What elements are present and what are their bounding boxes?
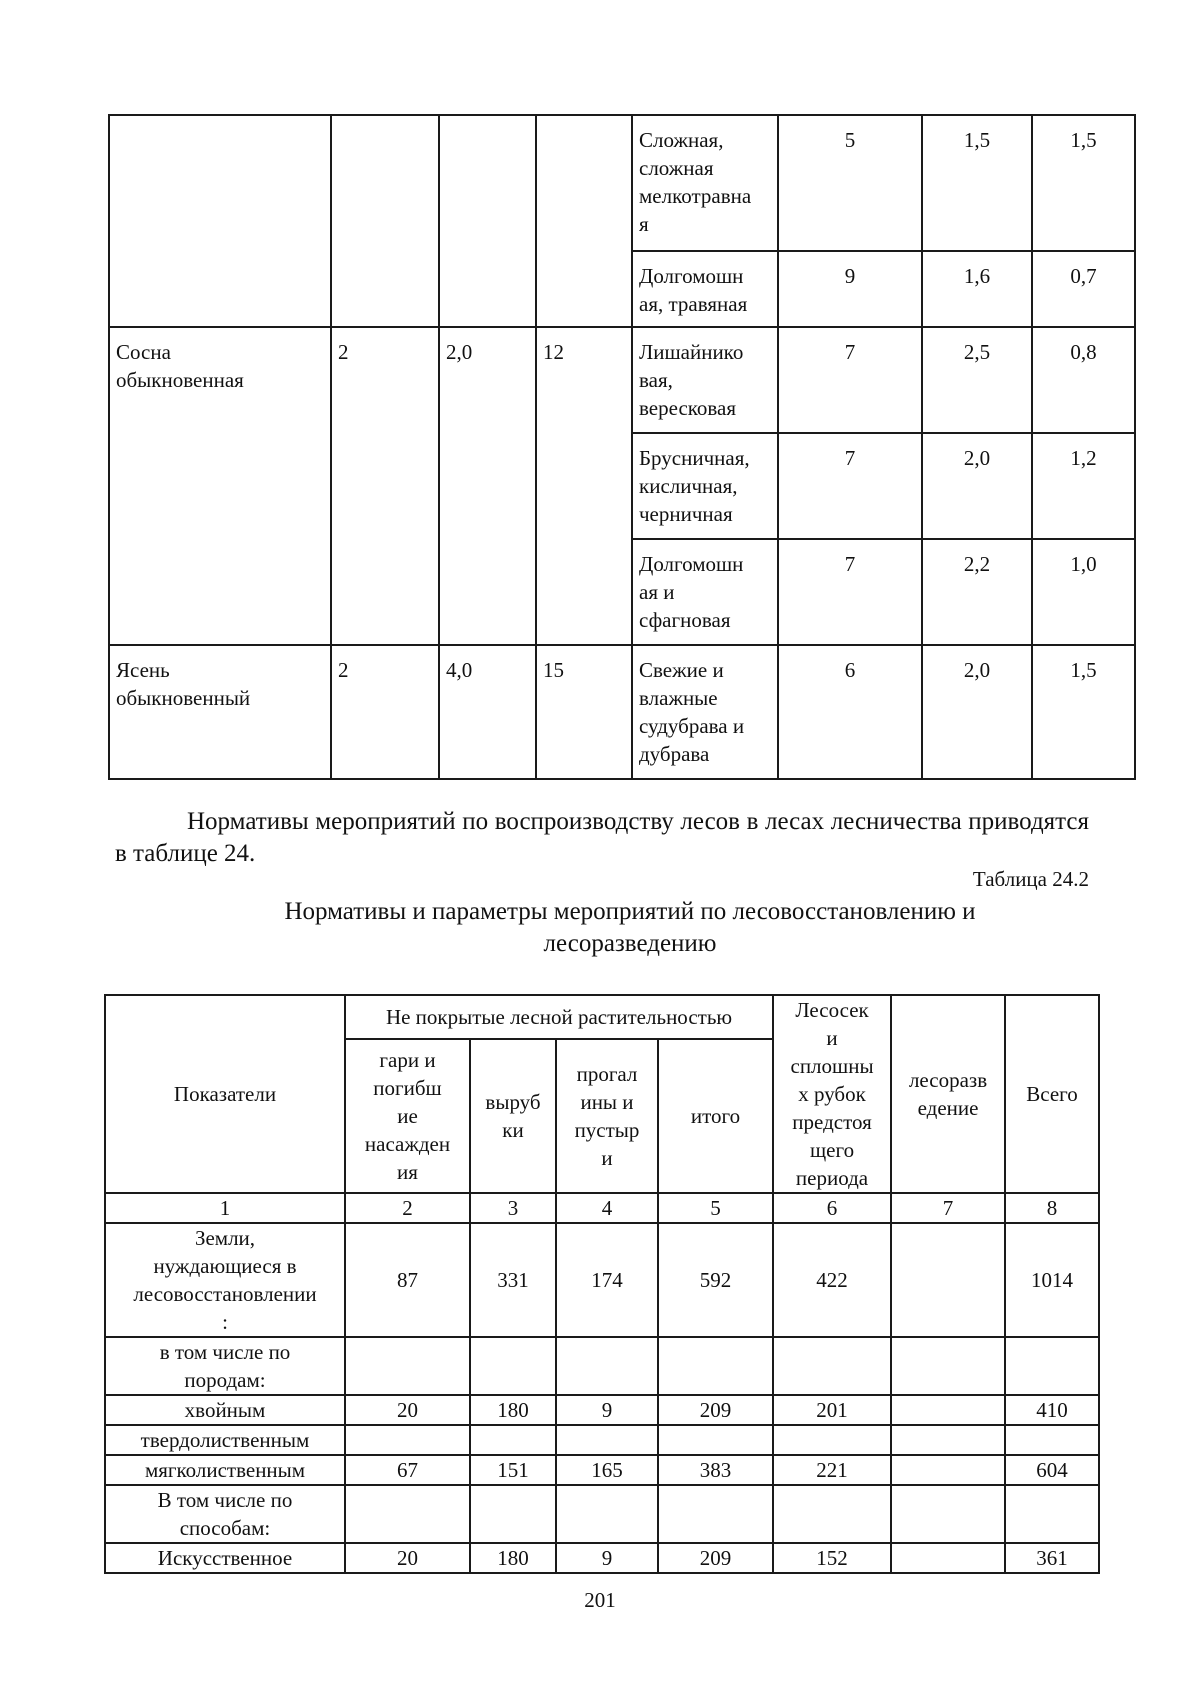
table-row: [109, 645, 1135, 779]
row-label: в том числе по породам:: [105, 1337, 345, 1395]
table-cell: [470, 1337, 556, 1395]
table-cell: 9: [778, 251, 922, 327]
table-row: [105, 1395, 1099, 1425]
header-afforestation: лесоразв едение: [891, 995, 1005, 1193]
table-cell: 6: [778, 645, 922, 779]
table-row: [105, 1455, 1099, 1485]
forest-type-cell: Брусничная, кисличная, черничная: [632, 433, 778, 539]
forest-type-cell: Сложная, сложная мелкотравна я: [632, 115, 778, 251]
header-indicators: Показатели: [105, 995, 345, 1193]
table-cell: [773, 1425, 891, 1455]
table-header-row: [105, 995, 1099, 1039]
column-number: 2: [345, 1193, 470, 1223]
table-cell: 2: [331, 645, 439, 779]
column-number: 1: [105, 1193, 345, 1223]
species-cell: Сосна обыкновенная: [109, 327, 331, 645]
table-cell: 15: [536, 645, 632, 779]
table-cell: 180: [470, 1543, 556, 1573]
forest-type-cell: Долгомошн ая, травяная: [632, 251, 778, 327]
header-total-sub: итого: [658, 1039, 773, 1193]
table-cell: [345, 1425, 470, 1455]
table-cell: [470, 1485, 556, 1543]
table-cell: 592: [658, 1223, 773, 1337]
header-burns: гари и погибш ие насажден ия: [345, 1039, 470, 1193]
table-cell: 180: [470, 1395, 556, 1425]
table-cell: [331, 115, 439, 327]
table-row: [105, 1485, 1099, 1543]
table-cell: 0,8: [1032, 327, 1135, 433]
column-number-row: [105, 1193, 1099, 1223]
table-cell: [891, 1425, 1005, 1455]
table-cell: 604: [1005, 1455, 1099, 1485]
column-number: 4: [556, 1193, 658, 1223]
table-cell: [556, 1337, 658, 1395]
column-number: 7: [891, 1193, 1005, 1223]
column-number: 6: [773, 1193, 891, 1223]
table-cell: 1014: [1005, 1223, 1099, 1337]
forest-type-cell: Лишайнико вая, вересковая: [632, 327, 778, 433]
table-cell: 0,7: [1032, 251, 1135, 327]
table-cell: 383: [658, 1455, 773, 1485]
body-paragraph: [115, 806, 1089, 870]
table-cell: 209: [658, 1543, 773, 1573]
table-cell: 201: [773, 1395, 891, 1425]
table-cell: 361: [1005, 1543, 1099, 1573]
table-cell: 2: [331, 327, 439, 645]
header-clearcuts: Лесосек и сплошны х рубок предстоя щего периода: [773, 995, 891, 1193]
table-cell: [773, 1485, 891, 1543]
table-cell: 331: [470, 1223, 556, 1337]
table-cell: 12: [536, 327, 632, 645]
row-label: В том числе по способам:: [105, 1485, 345, 1543]
table-cell: 2,0: [922, 433, 1032, 539]
table-row: [105, 1543, 1099, 1573]
table-cell: [891, 1395, 1005, 1425]
table-caption: Таблица 24.2: [972, 867, 1089, 891]
table-cell: [658, 1425, 773, 1455]
table-cell: [891, 1337, 1005, 1395]
species-norms-table: [108, 114, 1136, 780]
row-label: хвойным: [105, 1395, 345, 1425]
table-cell: 2,5: [922, 327, 1032, 433]
table-cell: 221: [773, 1455, 891, 1485]
table-cell: 9: [556, 1543, 658, 1573]
table-cell: 67: [345, 1455, 470, 1485]
table-cell: 5: [778, 115, 922, 251]
table-cell: 7: [778, 433, 922, 539]
table-cell: [891, 1455, 1005, 1485]
table-cell: [470, 1425, 556, 1455]
column-number: 5: [658, 1193, 773, 1223]
table-cell: 1,6: [922, 251, 1032, 327]
row-label: мягколиственным: [105, 1455, 345, 1485]
table-row: [109, 115, 1135, 251]
table-cell: 209: [658, 1395, 773, 1425]
table-cell: [1005, 1337, 1099, 1395]
table-cell: 1,2: [1032, 433, 1135, 539]
column-number: 8: [1005, 1193, 1099, 1223]
table-cell: [1005, 1425, 1099, 1455]
row-label: твердолиственным: [105, 1425, 345, 1455]
table-cell: [891, 1485, 1005, 1543]
column-number: 3: [470, 1193, 556, 1223]
header-cuttings: выруб ки: [470, 1039, 556, 1193]
table-cell: [1005, 1485, 1099, 1543]
header-glades: прогал ины и пустыр и: [556, 1039, 658, 1193]
species-cell: Ясень обыкновенный: [109, 645, 331, 779]
table-cell: 422: [773, 1223, 891, 1337]
table-cell: [891, 1223, 1005, 1337]
forest-type-cell: Свежие и влажные судубрава и дубрава: [632, 645, 778, 779]
table-cell: 410: [1005, 1395, 1099, 1425]
table-cell: [658, 1485, 773, 1543]
table-cell: [345, 1337, 470, 1395]
table-cell: [658, 1337, 773, 1395]
table-cell: [556, 1485, 658, 1543]
table-cell: [891, 1543, 1005, 1573]
table-cell: 9: [556, 1395, 658, 1425]
table-row: [105, 1337, 1099, 1395]
forest-type-cell: Долгомошн ая и сфагновая: [632, 539, 778, 645]
table-cell: 4,0: [439, 645, 536, 779]
header-not-covered: Не покрытые лесной растительностью: [345, 995, 773, 1039]
table-cell: 165: [556, 1455, 658, 1485]
table-cell: 20: [345, 1543, 470, 1573]
table-cell: [345, 1485, 470, 1543]
table-cell: 2,0: [439, 327, 536, 645]
row-label: Искусственное: [105, 1543, 345, 1573]
table-cell: 7: [778, 539, 922, 645]
table-row: [105, 1223, 1099, 1337]
page-number: 201: [584, 1588, 616, 1612]
table-cell: 87: [345, 1223, 470, 1337]
table-cell: 1,5: [1032, 115, 1135, 251]
table-cell: 2,0: [922, 645, 1032, 779]
table-cell: 2,2: [922, 539, 1032, 645]
table-cell: [536, 115, 632, 327]
table-cell: 20: [345, 1395, 470, 1425]
paragraph-text: Нормативы мероприятий по воспроизводству лесов в лесах лесничества приводятся в таблице 24.: [115, 808, 1089, 867]
table-row: [109, 327, 1135, 433]
table-title: Нормативы и параметры мероприятий по лесовосстановлению и лесоразведению: [284, 898, 976, 957]
table-cell: 174: [556, 1223, 658, 1337]
row-label: Земли, нуждающиеся в лесовосстановлении :: [105, 1223, 345, 1337]
table-cell: [556, 1425, 658, 1455]
table-cell: 151: [470, 1455, 556, 1485]
table-cell: [773, 1337, 891, 1395]
species-cell: [109, 115, 331, 327]
table-row: [105, 1425, 1099, 1455]
reforestation-norms-table: [104, 994, 1100, 1574]
table-cell: 152: [773, 1543, 891, 1573]
table-cell: 1,0: [1032, 539, 1135, 645]
table-cell: 1,5: [1032, 645, 1135, 779]
table-cell: [439, 115, 536, 327]
table-cell: 7: [778, 327, 922, 433]
header-grand-total: Всего: [1005, 995, 1099, 1193]
table-cell: 1,5: [922, 115, 1032, 251]
